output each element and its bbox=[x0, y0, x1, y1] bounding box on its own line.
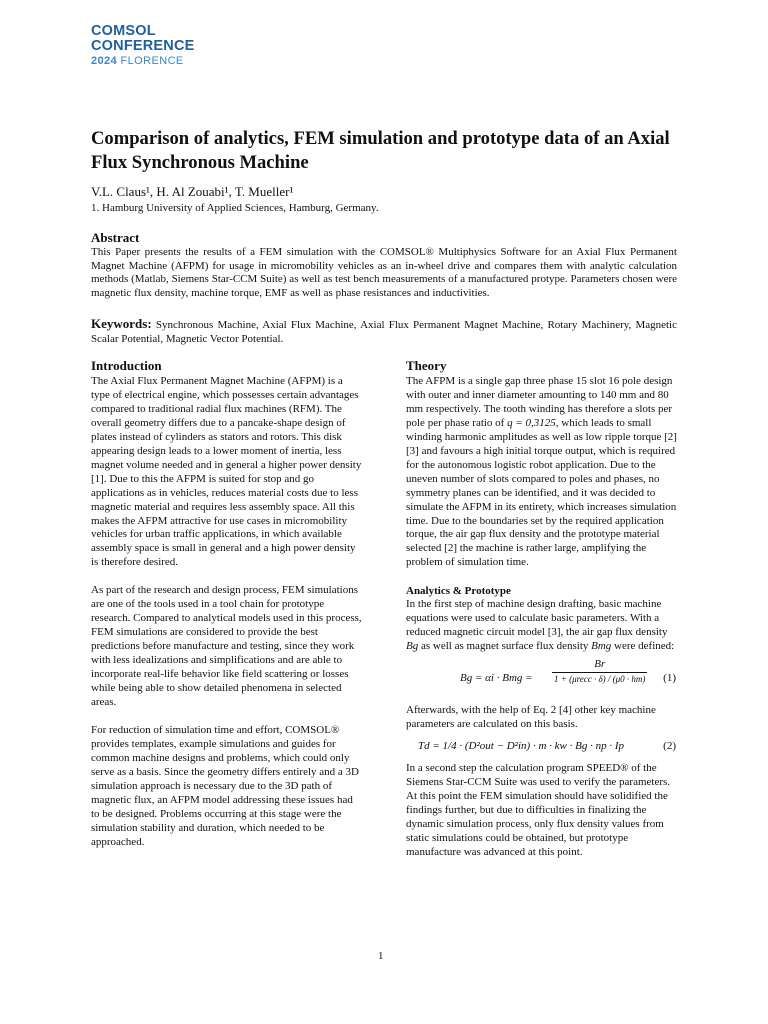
page-number: 1 bbox=[378, 950, 384, 962]
analytics-heading: Analytics & Prototype bbox=[406, 585, 511, 598]
introduction-paragraph-3: For reduction of simulation time and effort, COMSOL® provides templates, example simulations and guides for common machine designs and problems, which could only serve as a basis. Since the geometry differs entirely and a 3D simulation approach is necessary due to the 3D path of magnetic flux, an AFPM model addressing these issues had to be designed. Problems occurring at this stage were the simulation stability and duration, which needed to be approached. bbox=[91, 723, 359, 848]
equation-1-lhs: Bg = αi · Bmg = bbox=[460, 672, 533, 685]
logo-line-conference: CONFERENCE bbox=[91, 38, 195, 54]
abstract-text: This Paper presents the results of a FEM simulation with the COMSOL® Multiphysics Software for an Axial Flux Permanent Magnet Machine (AFPM) for usage in micromobility vehicles as an in-wheel drive and compares them with analytic calculation methods (Matlab, Siemens Star-CCM Suite) as well as test bench measurements of a manufactured protype. Parameters chosen were magnetic flux density, machine torque, EMF as well as phase resistances and inductivities. bbox=[91, 246, 677, 299]
introduction-paragraph-2: As part of the research and design process, FEM simulations are one of the tools used in a tool chain for prototype research. Compared to analytical models used in this process, FEM simulations are considered to provide the best predictions before manufacture and testing, since they work with less idealizations and simplifications and are able to incorporate real-life behavior like field scattering or losses while being able to show detailed phenomena in selected areas. bbox=[91, 584, 362, 708]
equation-2 bbox=[406, 732, 678, 762]
abstract-heading: Abstract bbox=[91, 230, 140, 245]
introduction-paragraph-1: The Axial Flux Permanent Magnet Machine (AFPM) is a type of electrical engine, which possesses certain advantages compared to traditional radial flux machines (RFM). The overall geometry differs due to a pancake-shape design of plates instead of cylinders as stators and rotors. This disk appearing design leads to a lower moment of inertia, less magnet volume needed and in general a higher power density [1]. Due to this the AFPM is suited for stop and go applications as in vehicles, reduces material costs due to less magnetic material and requires less assembly space. All this makes the AFPM attractive for use cases in micromobility vehicles for urban traffic applications, in which available assembly space is small in general and a high power density is therefore desired. bbox=[91, 375, 362, 569]
analytics-paragraph-2: Afterwards, with the help of Eq. 2 [4] other key machine parameters are calculated on this basis. bbox=[406, 704, 656, 731]
analytics-symbol-bmg: Bmg bbox=[591, 640, 612, 653]
analytics-text-a: In the first step of machine design drafting, basic machine equations were used to calculate basic parameters. With a reduced magnetic circuit model [3], the air gap flux density bbox=[406, 598, 668, 639]
keywords bbox=[91, 317, 677, 346]
paper-title: Comparison of analytics, FEM simulation and prototype data of an Axial Flux Synchronous Machine bbox=[91, 128, 670, 173]
left-column bbox=[91, 358, 363, 850]
theory-paragraph bbox=[406, 375, 678, 570]
equation-1-number: (1) bbox=[663, 672, 676, 685]
right-column bbox=[406, 358, 678, 860]
logo-line-comsol: COMSOL bbox=[91, 23, 156, 39]
equation-2-body: Td = 1/4 · (D²out − D²in) · m · kw · Bg · np · Ip bbox=[418, 740, 624, 753]
analytics-text-c: were defined: bbox=[611, 640, 675, 653]
equation-1-fraction bbox=[552, 658, 647, 687]
conference-logo bbox=[91, 24, 195, 69]
analytics-text-b: as well as magnet surface flux density bbox=[418, 640, 592, 653]
keywords-label: Keywords: bbox=[91, 316, 152, 331]
analytics-paragraph-1 bbox=[406, 598, 678, 654]
theory-text-b: , which leads to small winding harmonic amplitudes as well as low ripple torque [2] [3] and favours a high initial torque output, which is required for the autonomous logistic robot application. Due to the uneven number of slots compared to poles and phases, no symmetry planes can be identified, and it was decided to simulate the AFPM in its entirety, which increases simulation time. Due to the boundaries set by the required application torque, the air gap flux density and the prototype material selected [2] the machine is rather large, amplifying the problem of simulation time. bbox=[406, 416, 677, 569]
analytics-symbol-bg: Bg bbox=[406, 640, 419, 653]
keywords-text: Synchronous Machine, Axial Flux Machine, Axial Flux Permanent Magnet Machine, Rotary Machinery, Magnetic Scalar Potential, Magnetic Vector Potential. bbox=[91, 319, 677, 345]
theory-q-value: q = 0,3125 bbox=[507, 416, 556, 429]
paper-affiliation: 1. Hamburg University of Applied Sciences, Hamburg, Germany. bbox=[91, 202, 379, 214]
introduction-heading: Introduction bbox=[91, 358, 162, 373]
paper-authors: V.L. Claus¹, H. Al Zouabi¹, T. Mueller¹ bbox=[91, 184, 294, 199]
logo-city: FLORENCE bbox=[120, 55, 184, 67]
logo-line-year-city bbox=[91, 54, 195, 69]
equation-1-denominator: 1 + (μrecc · δ) / (μ0 · hm) bbox=[554, 674, 646, 685]
logo-year: 2024 bbox=[91, 55, 118, 67]
equation-1 bbox=[406, 654, 678, 704]
analytics-paragraph-3: In a second step the calculation program SPEED® of the Siemens Star-CCM Suite was used to verify the parameters. At this point the FEM simulation should have solidified the findings further, but due to difficulties in finalizing the dynamic simulation process, only flux density values from static simulations could be obtained, but prototype manufacture was advanced at this point. bbox=[406, 762, 671, 858]
equation-2-number: (2) bbox=[663, 740, 676, 753]
theory-text-a: The AFPM is a single gap three phase 15 slot 16 pole design with outer and inner diameter amounting to 140 mm and 80 mm respectively. The tooth winding has therefore a slots per pole per phase ratio of bbox=[406, 375, 673, 429]
equation-1-numerator: Br bbox=[552, 658, 647, 673]
theory-heading: Theory bbox=[406, 358, 447, 373]
